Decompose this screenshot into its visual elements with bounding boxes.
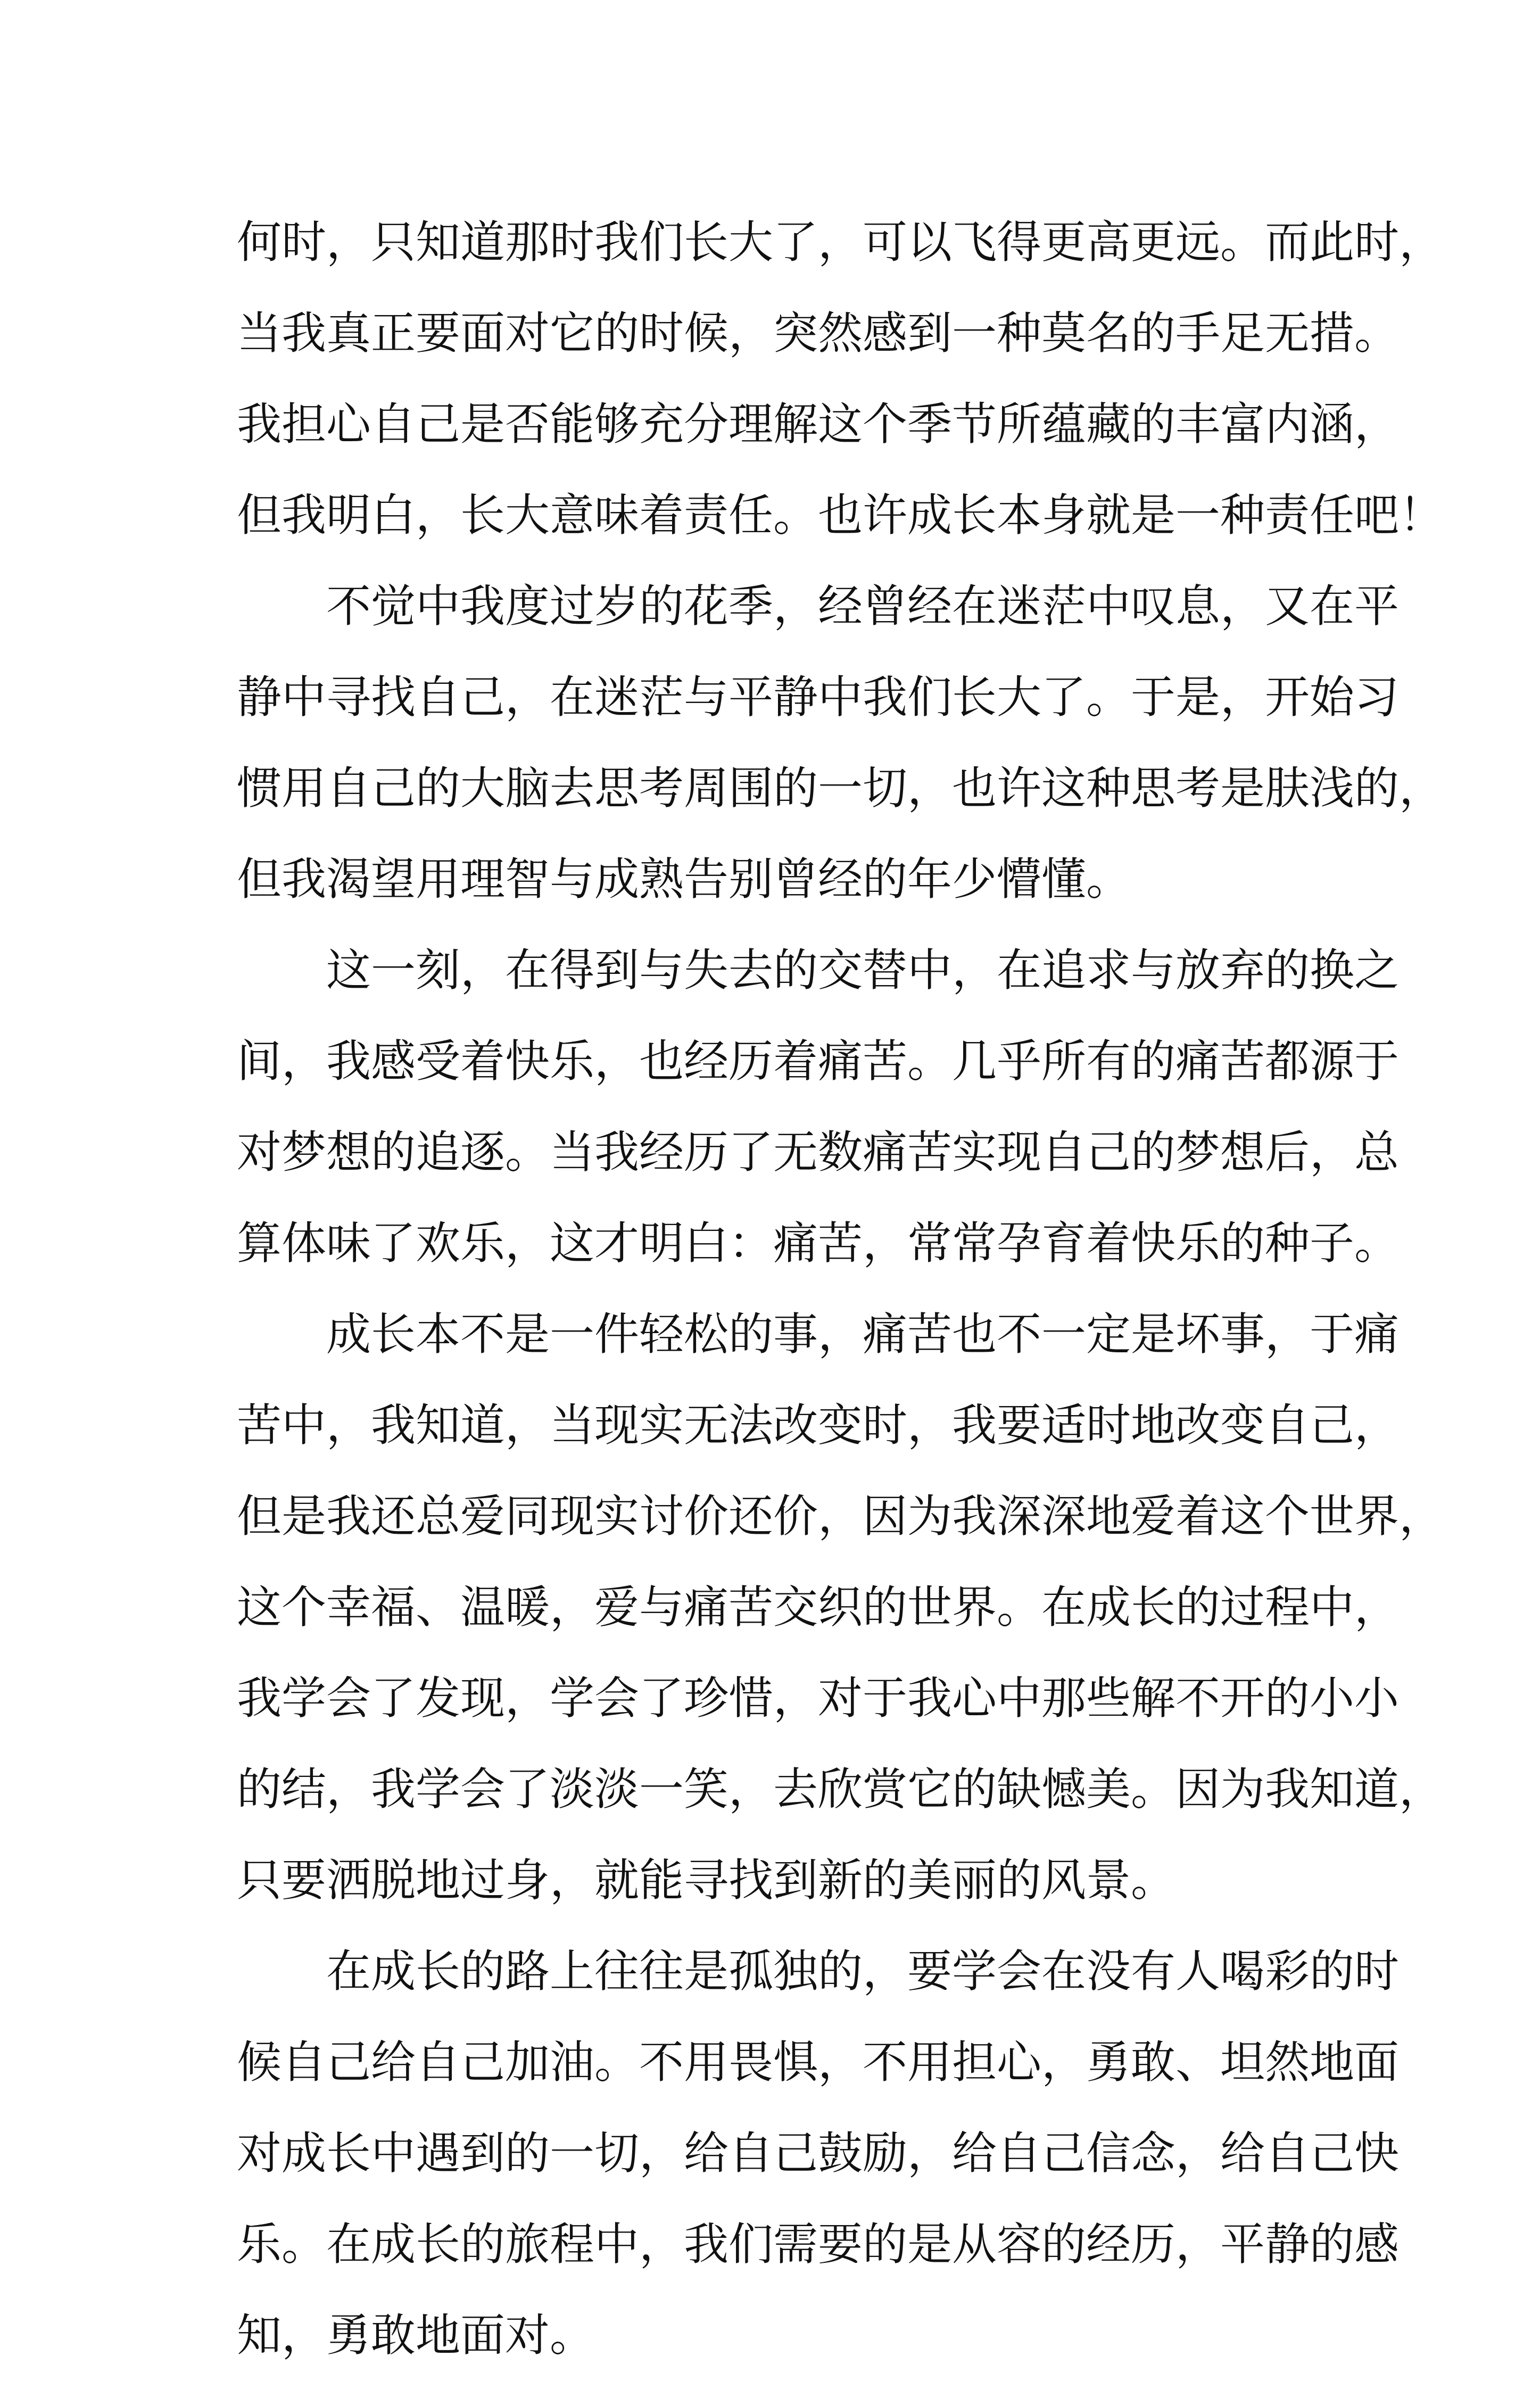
text-line: 我担心自己是否能够充分理解这个季节所蕴藏的丰富内涵， [237, 398, 1400, 450]
text-line: 算体味了欢乐，这才明白：痛苦，常常孕育着快乐的种子。 [237, 1217, 1400, 1269]
text-line: 静中寻找自己，在迷茫与平静中我们长大了。于是，开始习 [237, 671, 1400, 723]
text-line: 候自己给自己加油。不用畏惧，不用担心，勇敢、坦然地面 [237, 2036, 1400, 2088]
text-line: 这一刻，在得到与失去的交替中，在追求与放弃的换之 [326, 944, 1400, 996]
text-line: 这个幸福、温暖，爱与痛苦交织的世界。在成长的过程中， [237, 1581, 1400, 1633]
text-line: 对梦想的追逐。当我经历了无数痛苦实现自己的梦想后，总 [237, 1126, 1400, 1178]
text-line: 只要洒脱地过身，就能寻找到新的美丽的风景。 [237, 1854, 1176, 1906]
text-line: 对成长中遇到的一切，给自己鼓励，给自己信念，给自己快 [237, 2127, 1400, 2179]
body-text [237, 197, 1444, 2381]
text-line: 何时，只知道那时我们长大了，可以飞得更高更远。而此时， [237, 216, 1444, 268]
text-line: 不觉中我度过岁的花季，经曾经在迷茫中叹息，又在平 [326, 580, 1400, 632]
text-line: 知，勇敢地面对。 [237, 2309, 595, 2361]
text-line: 惯用自己的大脑去思考周围的一切，也许这种思考是肤浅的， [237, 762, 1444, 814]
text-line: 我学会了发现，学会了珍惜，对于我心中那些解不开的小小 [237, 1672, 1400, 1724]
text-line: 在成长的路上往往是孤独的，要学会在没有人喝彩的时 [326, 1945, 1400, 1997]
text-line: 间，我感受着快乐，也经历着痛苦。几乎所有的痛苦都源于 [237, 1035, 1400, 1087]
text-line: 乐。在成长的旅程中，我们需要的是从容的经历，平静的感 [237, 2218, 1400, 2270]
text-line: 的结，我学会了淡淡一笑，去欣赏它的缺憾美。因为我知道， [237, 1763, 1444, 1815]
text-line: 但我明白，长大意味着责任。也许成长本身就是一种责任吧！ [237, 489, 1444, 541]
text-line: 苦中，我知道，当现实无法改变时，我要适时地改变自己， [237, 1399, 1400, 1451]
text-line: 成长本不是一件轻松的事，痛苦也不一定是坏事，于痛 [326, 1308, 1400, 1360]
text-line: 但我渴望用理智与成熟告别曾经的年少懵懂。 [237, 853, 1131, 905]
text-line: 当我真正要面对它的时候，突然感到一种莫名的手足无措。 [237, 307, 1400, 359]
text-line: 但是我还总爱同现实讨价还价，因为我深深地爱着这个世界， [237, 1490, 1444, 1542]
